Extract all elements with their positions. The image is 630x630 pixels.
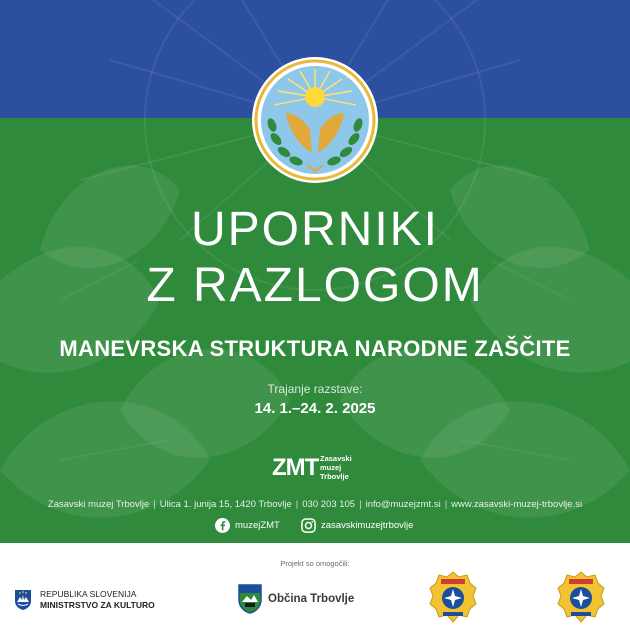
sponsor-label: Projekt so omogočili:: [280, 559, 350, 568]
facebook-icon: [215, 518, 230, 533]
obcina-name: Občina Trbovlje: [268, 593, 355, 605]
contact-name: Zasavski muzej Trbovlje: [47, 499, 150, 510]
duration-label: Trajanje razstave:: [267, 382, 363, 396]
separator: |: [153, 499, 156, 510]
museum-logo-name-line: Trbovlje: [320, 472, 349, 481]
separator: |: [359, 499, 362, 510]
ministry-logo: [14, 585, 155, 615]
ministry-line-1: REPUBLIKA SLOVENIJA: [40, 589, 137, 599]
ministry-name: [40, 589, 155, 611]
title-line-1: UPORNIKI: [190, 203, 440, 256]
separator: |: [295, 499, 299, 510]
facebook-link[interactable]: [215, 516, 280, 534]
sponsor-footer: [0, 543, 630, 630]
museum-logo: [272, 453, 372, 487]
narodna-zascita-emblem-icon: [250, 55, 380, 185]
contact-email[interactable]: info@muzejzmt.si: [365, 499, 441, 510]
instagram-handle: zasavskimuzejtrbovlje: [321, 519, 414, 531]
museum-logo-name: [320, 454, 352, 481]
gold-badge-icon: [557, 571, 605, 623]
title-line-2: Z RAZLOGOM: [146, 259, 484, 312]
contact-line: [0, 499, 630, 510]
facebook-handle: muzejZMT: [235, 519, 280, 531]
contact-address: Ulica 1. junija 15, 1420 Trbovlje: [159, 499, 292, 510]
instagram-icon: [301, 518, 316, 533]
separator: |: [444, 499, 448, 510]
obcina-logo: [238, 581, 354, 617]
gold-badge-icon: [429, 571, 477, 623]
contact-phone[interactable]: 030 203 105: [302, 499, 356, 510]
trbovlje-coat-of-arms-icon: [238, 584, 262, 614]
contact-website[interactable]: www.zasavski-muzej-trbovlje.si: [451, 499, 583, 510]
museum-logo-name-line: Zasavski: [320, 454, 352, 463]
museum-logo-name-line: muzej: [320, 463, 342, 472]
duration-dates: 14. 1.–24. 2. 2025: [254, 400, 376, 417]
instagram-link[interactable]: [301, 516, 413, 534]
ministry-line-2: MINISTRSTVO ZA KULTURO: [40, 600, 155, 610]
subtitle: MANEVRSKA STRUKTURA NARODNE ZAŠČITE: [59, 336, 571, 361]
museum-logo-mark: ZMT: [272, 454, 319, 481]
slovenia-coat-of-arms-icon: [14, 589, 32, 611]
